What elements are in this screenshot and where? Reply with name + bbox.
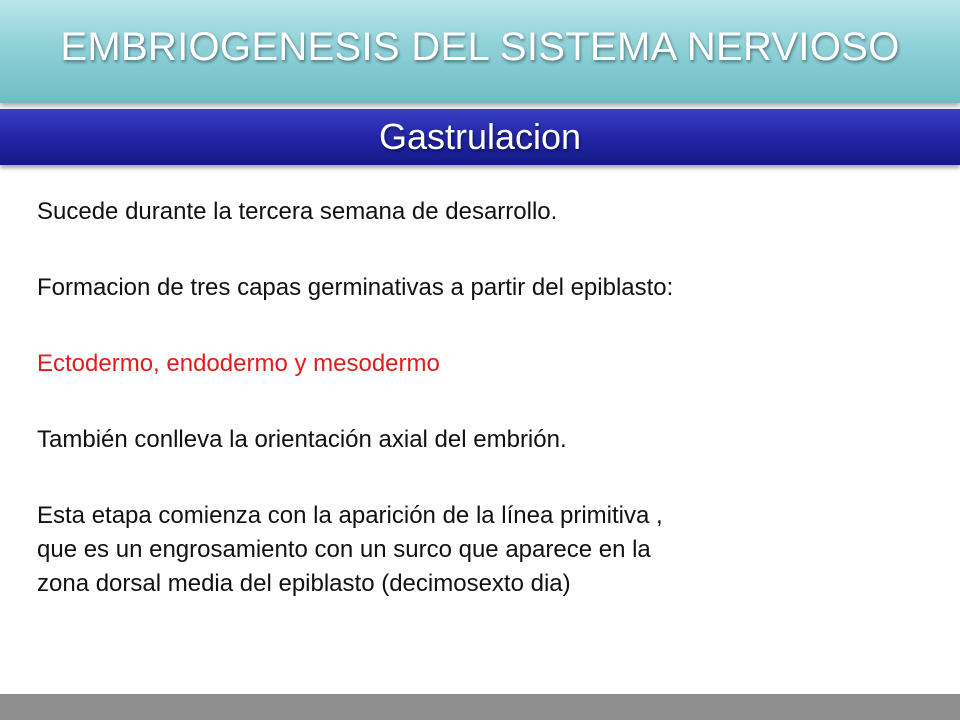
body-line-axial-orientation: También conlleva la orientación axial del embrión.: [37, 426, 567, 453]
body-line-primitive-streak-3: zona dorsal media del epiblasto (decimosexto dia): [37, 570, 571, 597]
slide-title: EMBRIOGENESIS DEL SISTEMA NERVIOSO: [60, 25, 900, 69]
body-line-germ-layers: Formacion de tres capas germinativas a partir del epiblasto:: [37, 274, 674, 301]
body-line-primitive-streak-1: Esta etapa comienza con la aparición de la línea primitiva ,: [37, 502, 663, 529]
title-bar: [0, 0, 960, 103]
body-line-primitive-streak-2: que es un engrosamiento con un surco que aparece en la: [37, 536, 651, 563]
body-line-week: Sucede durante la tercera semana de desarrollo.: [37, 198, 558, 225]
slide-body: [37, 195, 937, 601]
footer-bar: [0, 694, 960, 720]
body-line-layer-names: Ectodermo, endodermo y mesodermo: [37, 350, 440, 377]
subtitle-bar: [0, 109, 960, 165]
slide-subtitle: Gastrulacion: [378, 116, 582, 157]
